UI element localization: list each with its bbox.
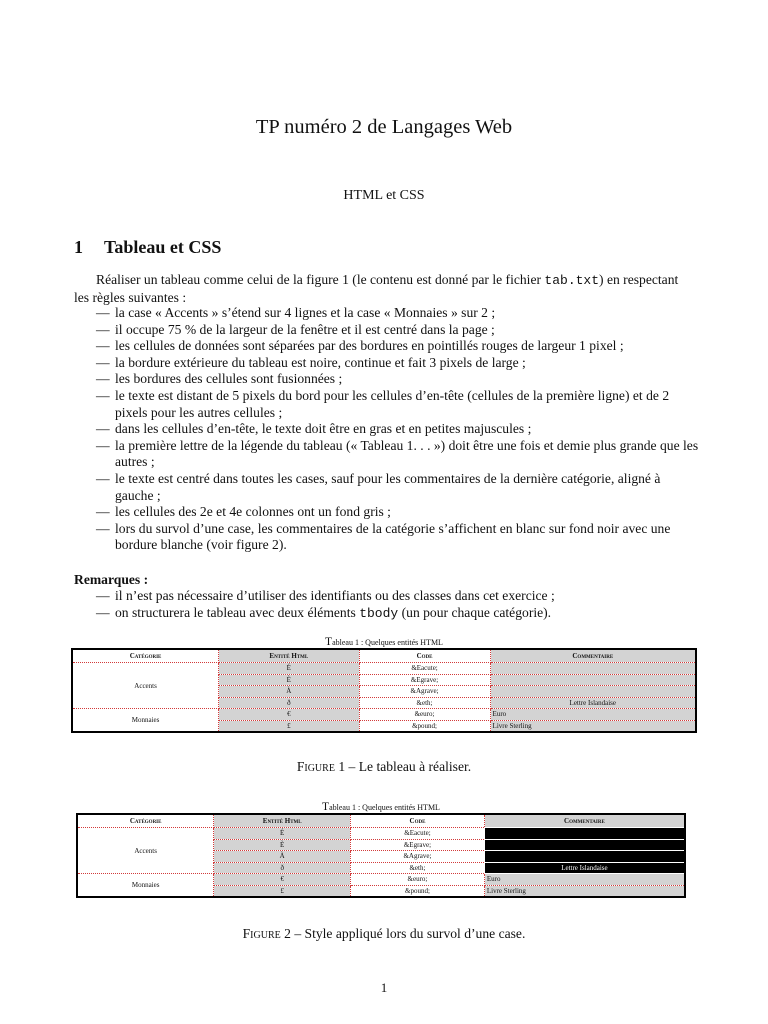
- header-cell: Entité Html: [219, 649, 359, 663]
- header-cell: Catégorie: [72, 649, 219, 663]
- comment-cell-hovered: [484, 839, 685, 851]
- header-cell: Entité Html: [214, 814, 351, 828]
- list-item: — il n’est pas nécessaire d’utiliser des identifiants ou des classes dans cet exercice ;: [96, 588, 555, 603]
- rule-text: la case « Accents » s’étend sur 4 lignes et la case « Monnaies » sur 2 ;: [115, 305, 496, 320]
- page-number: 1: [380, 980, 388, 995]
- code-cell: &pound;: [359, 720, 490, 732]
- category-cell: Accents: [72, 663, 219, 709]
- rule-text: dans les cellules d’en-tête, le texte doit être en gras et en petites majuscules ;: [115, 421, 532, 437]
- comment-cell-hovered: [484, 828, 685, 840]
- figure-2-table: [76, 801, 686, 898]
- category-cell: Monnaies: [77, 874, 214, 898]
- header-cell: Catégorie: [77, 814, 214, 828]
- remarks-title: Remarques :: [74, 572, 149, 587]
- entity-cell: ð: [214, 862, 351, 874]
- intro-text-2: ) en respectant les règles suivantes :: [74, 272, 679, 305]
- code-cell: &euro;: [359, 709, 490, 721]
- list-item: — le texte est distant de 5 pixels du bord pour les cellules d’en-tête (cellules de la première ligne) et de 2 pixels pour les autres cellules ;: [96, 387, 670, 420]
- comment-cell: Livre Sterling: [484, 885, 685, 897]
- header-cell: Code: [351, 814, 485, 828]
- comment-cell: Euro: [490, 709, 696, 721]
- rule-text: lors du survol d’une case, les commentaires de la catégorie s’affichent en blanc sur fond noir avec une bordure blanche (voir figure 2).: [115, 520, 671, 553]
- category-cell: Accents: [77, 828, 214, 874]
- remarks-list: [74, 588, 699, 622]
- entity-cell: £: [219, 720, 359, 732]
- table-header-row: [72, 649, 696, 663]
- table-caption: Tableau 1 : Quelques entités HTML: [325, 636, 443, 648]
- comment-cell: [490, 663, 696, 675]
- section-title: Tableau et CSS: [104, 237, 222, 257]
- entity-cell: €: [214, 874, 351, 886]
- list-item: — lors du survol d’une case, les commentaires de la catégorie s’affichent en blanc sur fond noir avec une bordure blanche (voir figure 2).: [96, 520, 671, 553]
- code-cell: &Egrave;: [351, 839, 485, 851]
- list-item: — le texte est centré dans toutes les cases, sauf pour les commentaires de la dernière catégorie, aligné à gauche ;: [96, 470, 661, 503]
- code-cell: &Agrave;: [351, 851, 485, 863]
- entities-table-hover: [76, 813, 686, 898]
- table-row: [72, 709, 696, 721]
- rules-list: [74, 305, 699, 554]
- intro-paragraph: [74, 272, 694, 307]
- section-heading: [74, 237, 221, 258]
- entity-cell: É: [214, 828, 351, 840]
- figure-1-table: [71, 636, 697, 733]
- document-subtitle: HTML et CSS: [343, 188, 425, 203]
- code-cell: &Eacute;: [359, 663, 490, 675]
- list-item: — la case « Accents » s’étend sur 4 lignes et la case « Monnaies » sur 2 ;: [96, 305, 496, 320]
- list-item: — les bordures des cellules sont fusionnées ;: [96, 371, 343, 387]
- list-item: — il occupe 75 % de la largeur de la fenêtre et il est centré dans la page ;: [96, 321, 495, 337]
- entity-cell: É: [219, 663, 359, 675]
- document-title: TP numéro 2 de Langages Web: [255, 116, 513, 138]
- table-caption: Tableau 1 : Quelques entités HTML: [322, 801, 440, 813]
- rule-text: le texte est distant de 5 pixels du bord pour les cellules d’en-tête (cellules de la première ligne) et de 2 pixels pour les autres cellules ;: [115, 387, 670, 420]
- entity-cell: À: [219, 686, 359, 698]
- table-row: [72, 663, 696, 675]
- remark-text: il n’est pas nécessaire d’utiliser des identifiants ou des classes dans cet exercice ;: [115, 588, 555, 603]
- code-cell: &Agrave;: [359, 686, 490, 698]
- comment-cell: Euro: [484, 874, 685, 886]
- entity-cell: À: [214, 851, 351, 863]
- intro-text-1: Réaliser un tableau comme celui de la figure 1 (le contenu est donné par le fichier: [96, 272, 545, 287]
- code-cell: &eth;: [351, 862, 485, 874]
- remark-code: tbody: [359, 605, 399, 621]
- code-cell: &eth;: [359, 697, 490, 709]
- rule-text: le texte est centré dans toutes les cases, sauf pour les commentaires de la dernière catégorie, aligné à gauche ;: [115, 470, 661, 503]
- code-cell: &Eacute;: [351, 828, 485, 840]
- entities-table: [71, 648, 697, 733]
- list-item: — la première lettre de la légende du tableau (« Tableau 1. . . ») doit être une fois et demie plus grande que les autres ;: [96, 437, 699, 470]
- comment-cell-hovered: [484, 851, 685, 863]
- category-cell: Monnaies: [72, 709, 219, 733]
- rule-text: les bordures des cellules sont fusionnées ;: [115, 371, 343, 387]
- remark-text: (un pour chaque catégorie).: [398, 604, 552, 620]
- rule-text: la première lettre de la légende du tableau (« Tableau 1. . . ») doit être une fois et demie plus grande que les autres ;: [115, 437, 699, 470]
- section-number: 1: [74, 237, 83, 257]
- figure-1-caption: Figure 1 – Le tableau à réaliser.: [296, 759, 472, 774]
- rule-text: les cellules des 2e et 4e colonnes ont un fond gris ;: [115, 504, 391, 520]
- comment-cell-hovered: Lettre Islandaise: [484, 862, 685, 874]
- entity-cell: €: [219, 709, 359, 721]
- table-header-row: [77, 814, 685, 828]
- figure-2-caption: Figure 2 – Style appliqué lors du survol d’une case.: [242, 926, 526, 941]
- code-cell: &pound;: [351, 885, 485, 897]
- entity-cell: ð: [219, 697, 359, 709]
- rule-text: la bordure extérieure du tableau est noire, continue et fait 3 pixels de large ;: [115, 354, 526, 370]
- comment-cell: [490, 686, 696, 698]
- comment-cell: Livre Sterling: [490, 720, 696, 732]
- header-cell: Commentaire: [490, 649, 696, 663]
- entity-cell: £: [214, 885, 351, 897]
- intro-filename: tab.txt: [544, 273, 600, 288]
- entity-cell: È: [214, 839, 351, 851]
- code-cell: &euro;: [351, 874, 485, 886]
- rule-text: il occupe 75 % de la largeur de la fenêtre et il est centré dans la page ;: [115, 321, 495, 337]
- comment-cell: [490, 674, 696, 686]
- entity-cell: È: [219, 674, 359, 686]
- list-item: — dans les cellules d’en-tête, le texte doit être en gras et en petites majuscules ;: [96, 421, 532, 437]
- list-item: — on structurera le tableau avec deux éléments tbody (un pour chaque catégorie).: [96, 604, 552, 621]
- list-item: — la bordure extérieure du tableau est noire, continue et fait 3 pixels de large ;: [96, 354, 526, 370]
- header-cell: Code: [359, 649, 490, 663]
- remark-text: on structurera le tableau avec deux éléments: [115, 604, 360, 620]
- rule-text: les cellules de données sont séparées par des bordures en pointillés rouges de largeur 1 pixel ;: [115, 338, 624, 354]
- header-cell: Commentaire: [484, 814, 685, 828]
- code-cell: &Egrave;: [359, 674, 490, 686]
- table-row: [77, 874, 685, 886]
- table-row: [77, 828, 685, 840]
- comment-cell: Lettre Islandaise: [490, 697, 696, 709]
- list-item: — les cellules des 2e et 4e colonnes ont un fond gris ;: [96, 504, 391, 520]
- list-item: — les cellules de données sont séparées par des bordures en pointillés rouges de largeur 1 pixel ;: [96, 338, 624, 354]
